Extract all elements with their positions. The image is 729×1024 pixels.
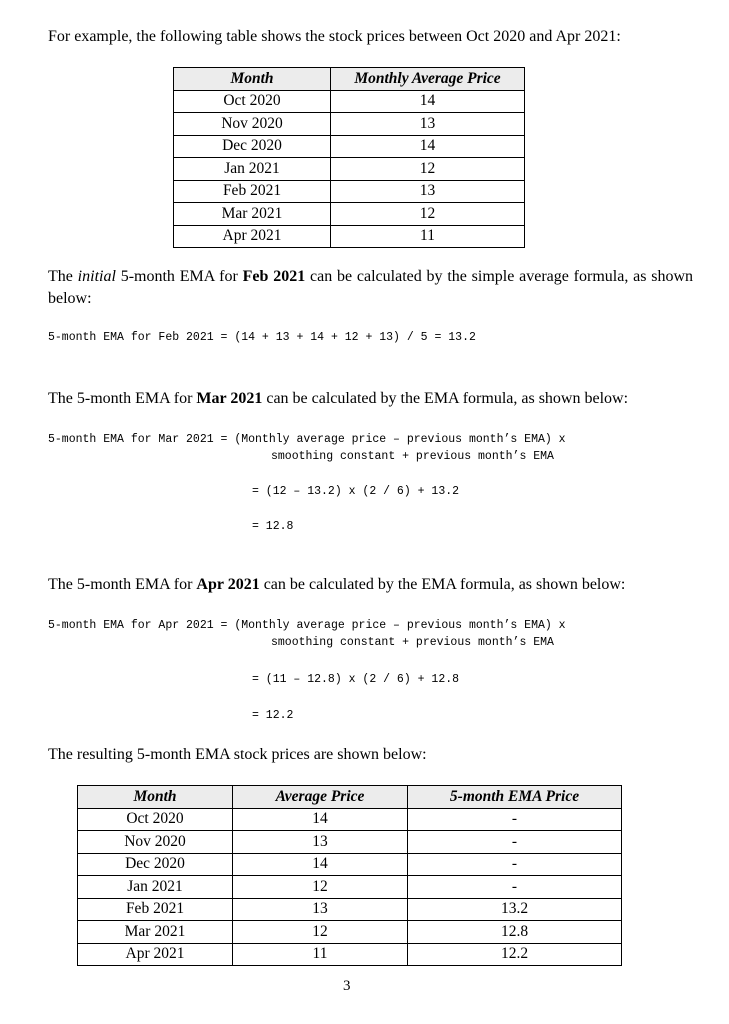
- cell-price: 13: [331, 113, 525, 136]
- cell-month: Apr 2021: [78, 943, 233, 966]
- cell-month: Feb 2021: [174, 180, 331, 203]
- emphasis-initial: initial: [77, 268, 116, 285]
- text-segment: can be calculated by the simple average formula, as shown below:: [48, 268, 694, 307]
- formula-apr-line1: 5-month EMA for Apr 2021 = (Monthly average price – previous month’s EMA) x: [48, 619, 566, 632]
- cell-month: Mar 2021: [174, 203, 331, 226]
- cell-price: 13: [233, 831, 408, 854]
- table-row: [78, 808, 622, 831]
- cell-ema: -: [408, 808, 622, 831]
- ema-result-table: [77, 785, 622, 966]
- formula-feb: 5-month EMA for Feb 2021 = (14 + 13 + 14 + 12 + 13) / 5 = 13.2: [48, 331, 476, 344]
- table-row: [78, 921, 622, 944]
- cell-month: Mar 2021: [78, 921, 233, 944]
- bold-month: Feb 2021: [242, 268, 306, 285]
- table-header-row: [78, 786, 622, 809]
- formula-mar-line3: = (12 – 13.2) x (2 / 6) + 13.2: [252, 485, 460, 498]
- text-segment: The: [48, 268, 78, 285]
- formula-mar-line2: smoothing constant + previous month’s EMA: [271, 450, 554, 463]
- table-header-row: [174, 68, 525, 91]
- cell-month: Feb 2021: [78, 898, 233, 921]
- cell-price: 11: [331, 225, 525, 248]
- formula-mar-line4: = 12.8: [252, 520, 294, 533]
- column-header-average-price: Average Price: [233, 786, 408, 809]
- cell-month: Oct 2020: [174, 90, 331, 113]
- table-row: [78, 853, 622, 876]
- text-segment: The 5-month EMA for: [48, 576, 197, 593]
- formula-mar-line1: 5-month EMA for Mar 2021 = (Monthly average price – previous month’s EMA) x: [48, 433, 566, 446]
- formula-apr-line4: = 12.2: [252, 709, 294, 722]
- cell-price: 12: [331, 158, 525, 181]
- paragraph-apr: [48, 574, 625, 596]
- column-header-monthly-average-price: Monthly Average Price: [331, 68, 525, 91]
- column-header-ema-price: 5-month EMA Price: [408, 786, 622, 809]
- text-segment: can be calculated by the EMA formula, as shown below:: [259, 576, 626, 593]
- table-row: [174, 113, 525, 136]
- table-row: [78, 831, 622, 854]
- cell-ema: 12.8: [408, 921, 622, 944]
- stock-price-table: [173, 67, 525, 248]
- cell-ema: 12.2: [408, 943, 622, 966]
- cell-month: Jan 2021: [174, 158, 331, 181]
- text-segment: The 5-month EMA for: [48, 390, 197, 407]
- cell-ema: -: [408, 853, 622, 876]
- cell-price: 12: [233, 876, 408, 899]
- cell-ema: 13.2: [408, 898, 622, 921]
- column-header-month: Month: [174, 68, 331, 91]
- cell-price: 12: [233, 921, 408, 944]
- table-row: [174, 158, 525, 181]
- table-row: [78, 876, 622, 899]
- cell-month: Jan 2021: [78, 876, 233, 899]
- cell-month: Dec 2020: [78, 853, 233, 876]
- table-row: [174, 180, 525, 203]
- bold-month: Mar 2021: [196, 390, 263, 407]
- cell-price: 12: [331, 203, 525, 226]
- cell-price: 14: [331, 90, 525, 113]
- text-segment: can be calculated by the EMA formula, as shown below:: [262, 390, 629, 407]
- cell-month: Apr 2021: [174, 225, 331, 248]
- paragraph-feb: [48, 266, 693, 310]
- table-row: [174, 90, 525, 113]
- cell-month: Nov 2020: [174, 113, 331, 136]
- paragraph-result: The resulting 5-month EMA stock prices are shown below:: [48, 746, 427, 763]
- intro-text: For example, the following table shows the stock prices between Oct 2020 and Apr 2021:: [48, 28, 621, 45]
- page-number: 3: [343, 978, 351, 994]
- table-row: [174, 203, 525, 226]
- cell-price: 14: [331, 135, 525, 158]
- cell-month: Nov 2020: [78, 831, 233, 854]
- cell-price: 14: [233, 808, 408, 831]
- table-row: [78, 943, 622, 966]
- cell-price: 13: [233, 898, 408, 921]
- column-header-month: Month: [78, 786, 233, 809]
- cell-ema: -: [408, 876, 622, 899]
- cell-price: 11: [233, 943, 408, 966]
- table-row: [174, 225, 525, 248]
- paragraph-mar: [48, 388, 628, 410]
- cell-month: Dec 2020: [174, 135, 331, 158]
- formula-apr-line2: smoothing constant + previous month’s EMA: [271, 636, 554, 649]
- cell-price: 13: [331, 180, 525, 203]
- formula-apr-line3: = (11 – 12.8) x (2 / 6) + 12.8: [252, 673, 460, 686]
- cell-price: 14: [233, 853, 408, 876]
- cell-ema: -: [408, 831, 622, 854]
- cell-month: Oct 2020: [78, 808, 233, 831]
- bold-month: Apr 2021: [196, 576, 260, 593]
- table-row: [78, 898, 622, 921]
- table-row: [174, 135, 525, 158]
- text-segment: 5-month EMA for: [115, 268, 243, 285]
